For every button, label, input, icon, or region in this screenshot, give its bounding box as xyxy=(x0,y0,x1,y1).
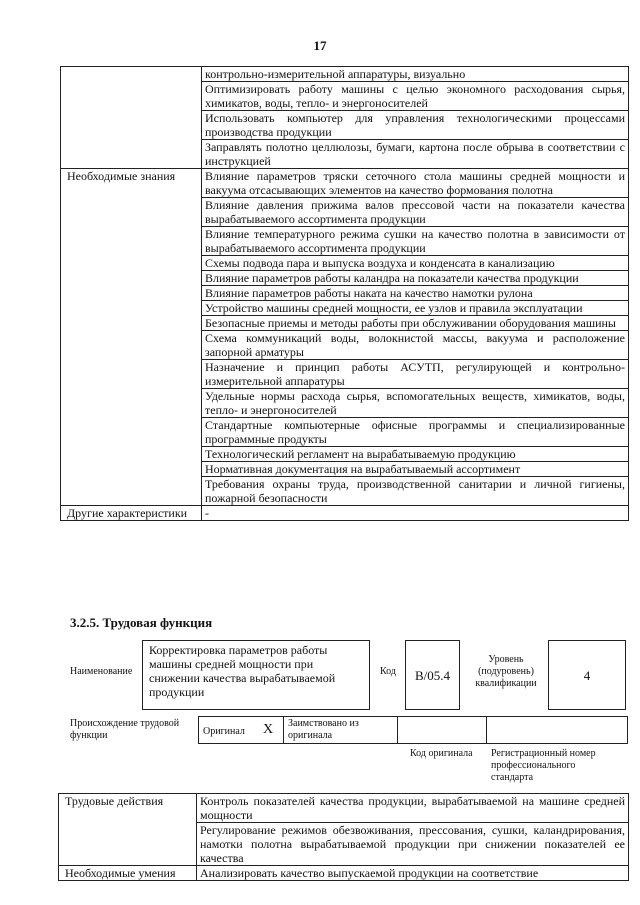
original-check-mark: X xyxy=(263,722,274,737)
row-content: Заправлять полотно целлюлозы, бумаги, картона после обрыва в соответствии с инструкцией xyxy=(202,140,629,169)
borrowed-label: Заимствовано из оригинала xyxy=(288,718,359,741)
level-value: 4 xyxy=(583,668,591,683)
code-box xyxy=(405,640,460,710)
section-heading: 3.2.5. Трудовая функция xyxy=(70,615,213,630)
page-number: 17 xyxy=(313,38,327,53)
row-category-label: Необходимые знания xyxy=(61,169,202,506)
table-row xyxy=(61,67,629,82)
labor-actions-table xyxy=(58,793,629,881)
code-value: B/05.4 xyxy=(414,668,451,683)
row-content: Использовать компьютер для управления технологическими процессами производства продукции xyxy=(202,111,629,140)
row-content: Влияние параметров работы каландра на показатели качества продукции xyxy=(202,271,629,286)
name-label: Наименование xyxy=(70,666,133,677)
table-row xyxy=(61,169,629,198)
original-label: Оригинал xyxy=(203,726,245,737)
row-category-label: Необходимые умения xyxy=(59,866,197,881)
function-name-box xyxy=(142,640,370,710)
origin-divider-3 xyxy=(486,716,487,744)
origin-label: Происхождение трудовой функции xyxy=(70,718,180,741)
level-box xyxy=(548,640,626,710)
table-row xyxy=(59,866,629,881)
requirements-table xyxy=(60,66,629,521)
row-content: Контроль показателей качества продукции, вырабатываемой на машине средней мощности xyxy=(197,794,629,823)
row-content: Влияние параметров тряски сеточного стола машины средней мощности и вакуума отсасывающих элементов на качество формования полотна xyxy=(202,169,629,198)
row-content: Влияние давления прижима валов прессовой части на показатели качества вырабатываемого ассортимента продукции xyxy=(202,198,629,227)
row-content: Требования охраны труда, производственной санитарии и личной гигиены, пожарной безопасности xyxy=(202,477,629,506)
row-content: Назначение и принцип работы АСУТП, регулирующей и контрольно-измерительной аппаратуры xyxy=(202,360,629,389)
origin-divider-1 xyxy=(283,716,284,744)
row-content: Регулирование режимов обезвоживания, прессования, сушки, каландрирования, намотки полотна вырабатываемой продукции при снижении показателей ее качества xyxy=(197,823,629,866)
row-content: контрольно-измерительной аппаратуры, визуально xyxy=(202,67,629,82)
row-content: Влияние температурного режима сушки на качество полотна в зависимости от вырабатываемого ассортимента продукции xyxy=(202,227,629,256)
row-content: Оптимизировать работу машины с целью экономного расходования сырья, химикатов, воды, тепло- и энергоносителей xyxy=(202,82,629,111)
row-content: Удельные нормы расхода сырья, вспомогательных веществ, химикатов, воды, тепло- и энергоносителей xyxy=(202,389,629,418)
code-label: Код xyxy=(380,666,396,677)
row-content: Технологический регламент на вырабатываемую продукцию xyxy=(202,447,629,462)
level-label: Уровень (подуровень) квалификации xyxy=(475,654,537,689)
row-content: Безопасные приемы и методы работы при обслуживании оборудования машины xyxy=(202,316,629,331)
row-category-label xyxy=(61,67,202,169)
table-row xyxy=(59,794,629,823)
row-content: Схемы подвода пара и выпуска воздуха и конденсата в канализацию xyxy=(202,256,629,271)
table-row xyxy=(61,506,629,521)
row-content: Стандартные компьютерные офисные программы и специализированные программные продукты xyxy=(202,418,629,447)
row-category-label: Другие характеристики xyxy=(61,506,202,521)
row-category-label: Трудовые действия xyxy=(59,794,197,866)
origin-divider-2 xyxy=(397,716,398,744)
row-content: Схема коммуникаций воды, волокнистой массы, вакуума и расположение запорной арматуры xyxy=(202,331,629,360)
row-content: Нормативная документация на вырабатываемый ассортимент xyxy=(202,462,629,477)
reg-number-label: Регистрационный номер профессионального стандарта xyxy=(491,748,596,783)
row-content: Влияние параметров работы наката на качество намотки рулона xyxy=(202,286,629,301)
row-content: Анализировать качество выпускаемой продукции на соответствие xyxy=(197,866,629,881)
code-original-label: Код оригинала xyxy=(410,748,473,759)
row-content: Устройство машины средней мощности, ее узлов и правила эксплуатации xyxy=(202,301,629,316)
row-content: - xyxy=(202,506,629,521)
function-name-value: Корректировка параметров работы машины средней мощности при снижении качества вырабатываемой продукции xyxy=(149,643,336,699)
